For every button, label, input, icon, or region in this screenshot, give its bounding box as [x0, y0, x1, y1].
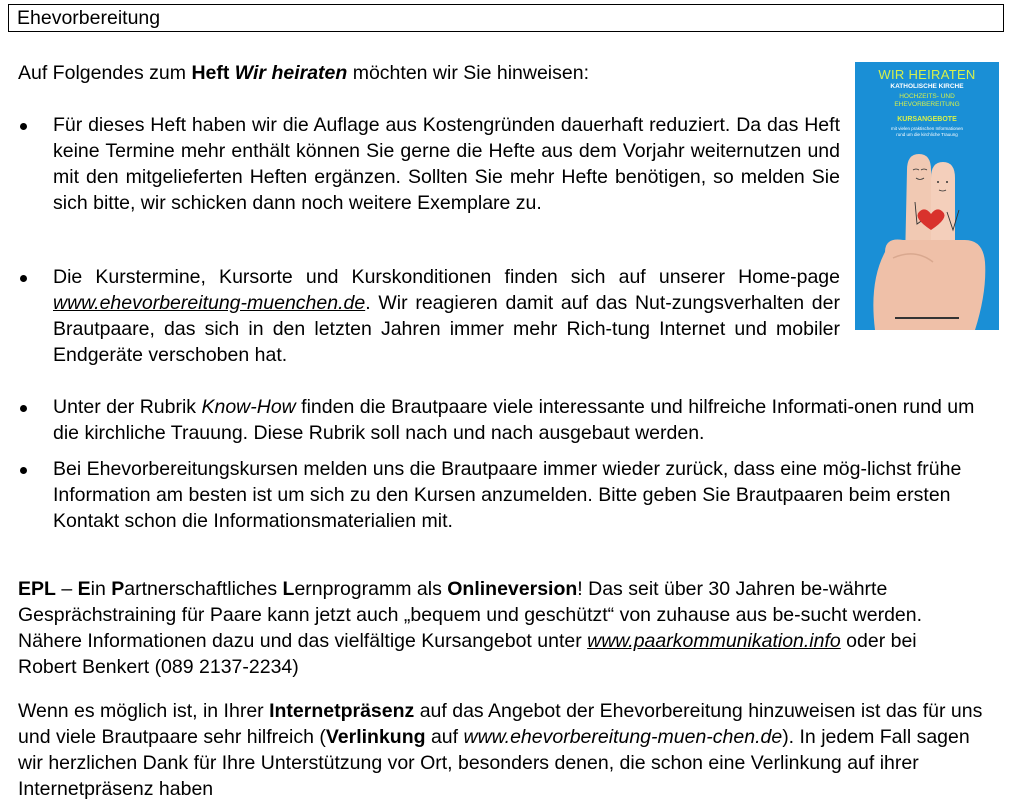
intro-text [18, 60, 838, 86]
epl-artner: artnerschaftliches [124, 578, 283, 600]
booklet-cover-image [855, 62, 999, 330]
epl-ern: ernprogramm als [294, 578, 448, 600]
closing-text-4: ). In jedem Fall sagen wir herzlichen Dank für Ihre Unterstützung vor Ort, besonders denen, die schon eine Verlinkung auf ihrer Internetpräsenz haben [18, 726, 970, 800]
intro-bold: Heft [191, 62, 235, 84]
bullet-item-booklet [18, 112, 840, 216]
cover-line3a: HOCHZEITS- UND [899, 93, 955, 100]
booklet-title: Wir heiraten [234, 62, 348, 84]
bullet-text-before: Die Kurstermine, Kursorte und Kurskonditionen finden sich auf unserer Home-page [53, 266, 840, 288]
closing-text-2: auf das Angebot der Ehevorbereitung hinzuweisen ist das für uns und viele Brautpaare sehr hilfreich ( [18, 700, 983, 748]
epl-paragraph [18, 576, 976, 680]
epl-E: E [77, 578, 91, 600]
bullet-text: Für dieses Heft haben wir die Auflage aus Kostengründen dauerhaft reduziert. Da das Heft keine Termine mehr enthält können Sie gerne die Hefte aus dem Vorjahr weiternutzen und mit den mitgelieferten Heften ergänzen. Sollten Sie mehr Hefte benötigen, so melden Sie sich bitte, wir schicken dann noch weitere Exemplare zu. [53, 114, 840, 214]
epl-P: P [111, 578, 125, 600]
closing-text-1: Wenn es möglich ist, in Ihrer [18, 700, 270, 722]
cover-line3 [855, 93, 999, 109]
bullet-item-know-how [18, 394, 978, 446]
closing-paragraph [18, 698, 988, 802]
know-how-label: Know-How [201, 396, 296, 418]
verlinkung-label: Verlinkung [325, 726, 426, 748]
bullet-text [53, 264, 840, 368]
epl-L: L [282, 578, 295, 600]
epl-in: in [90, 578, 112, 600]
section-title: Ehevorbereitung [8, 4, 1004, 32]
intro-after: möchten wir Sie hinweisen: [347, 62, 589, 84]
cover-title: WIR HEIRATEN [878, 67, 976, 82]
cover-line5a: mit vielen praktischen Informationen [890, 126, 964, 131]
cover-subtitle: KATHOLISCHE KIRCHE [890, 83, 964, 90]
closing-text-3: auf [425, 726, 464, 748]
intro-before: Auf Folgendes zum [18, 62, 192, 84]
epl-contact: oder bei Robert Benkert (089 2137-2234) [18, 630, 917, 678]
bullet-text [53, 394, 978, 446]
internetpraesenz-label: Internetpräsenz [269, 700, 415, 722]
homepage-link[interactable]: www.ehevorbereitung-muenchen.de [53, 292, 366, 314]
bullet-text-after: finden die Brautpaare viele interessante und hilfreiche Informati-onen rund um die kirchliche Trauung. Diese Rubrik soll nach und nach ausgebaut werden. [53, 396, 975, 444]
closing-url: www.ehevorbereitung-muen-chen.de [463, 726, 783, 748]
bullet-text-before: Unter der Rubrik [53, 396, 202, 418]
bullet-item-courses [18, 456, 978, 534]
bullet-item-homepage [18, 264, 840, 368]
epl-abbr: EPL [18, 578, 56, 600]
epl-text: ! Das seit über 30 Jahren be-währte Gesprächstraining für Paare kann jetzt auch „bequem und geschützt“ von zuhause aus be-sucht werden. Nähere Informationen dazu und das vielfältige Kursangebot unter [18, 578, 923, 652]
cover-kursangebote: KURSANGEBOTE [897, 116, 957, 123]
bullet-text-after: . Wir reagieren damit auf das Nut-zungsverhalten der Brautpaare, das sich in den letzten Jahren immer mehr Rich-tung Internet und mobiler Endgeräte verschoben hat. [53, 292, 840, 366]
paarkommunikation-link[interactable]: www.paarkommunikation.info [587, 630, 841, 652]
epl-dash: – [55, 578, 78, 600]
cover-line3b: EHEVORBEREITUNG [894, 101, 960, 108]
cover-line5b: rund um die kirchliche Trauung [896, 132, 958, 137]
bullet-text: Bei Ehevorbereitungskursen melden uns die Brautpaare immer wieder zurück, dass eine mög-lichst frühe Information am besten ist um sich zu den Kursen anzumelden. Bitte geben Sie Brautpaaren beim ersten Kontakt schon die Informationsmaterialien mit. [53, 458, 962, 532]
onlineversion-label: Onlineversion [447, 578, 578, 600]
cover-line5 [855, 126, 999, 138]
